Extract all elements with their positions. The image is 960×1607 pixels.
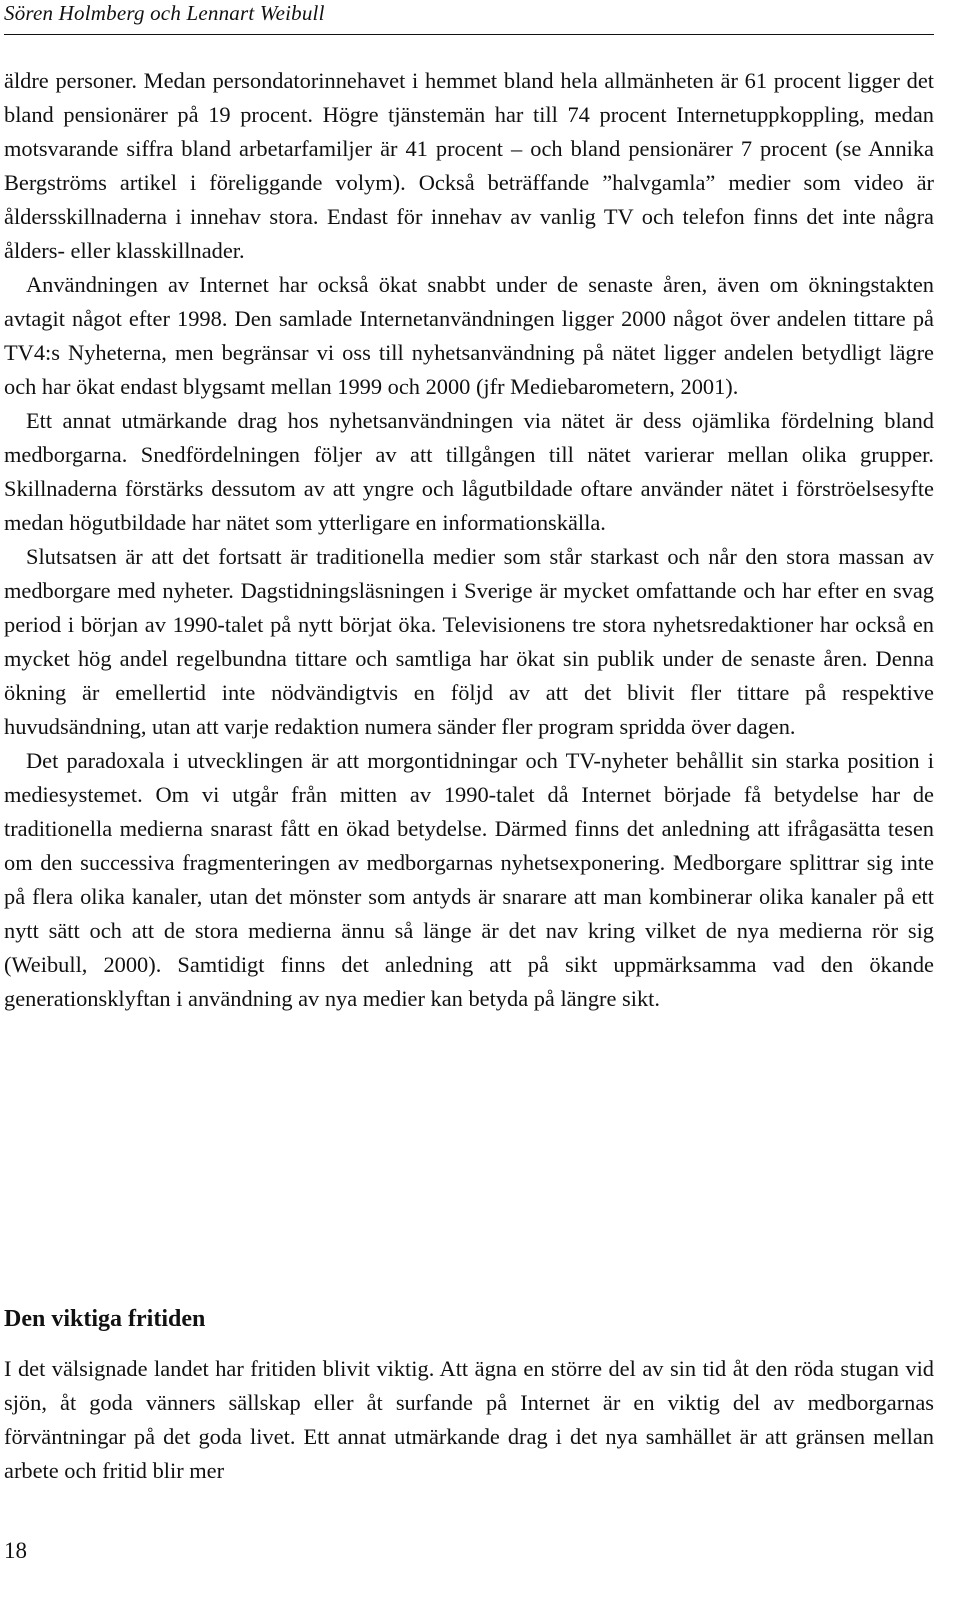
section-heading: Den viktiga fritiden	[4, 1306, 206, 1332]
section-text	[4, 1352, 934, 1488]
body-text	[4, 64, 934, 1016]
paragraph: Användningen av Internet har också ökat snabbt under de senaste åren, även om ökningstakten avtagit något efter 1998. Den samlade Internetanvändningen ligger 2000 något över andelen tittare på TV4:s Nyheterna, men begränsar vi oss till nyhetsanvändning på nätet ligger andelen betydligt lägre och har ökat endast blygsamt mellan 1999 och 2000 (jfr Mediebarometern, 2001).	[4, 272, 934, 399]
paragraph: Slutsatsen är att det fortsatt är traditionella medier som står starkast och når den stora massan av medborgare med nyheter. Dagstidningsläsningen i Sverige är mycket omfattande och har efter en svag period i början av 1990-talet på nytt börjat öka. Televisionens tre stora nyhetsredaktioner har också en mycket hög andel regelbundna tittare och samtliga har ökat sin publik under de senaste åren. Denna ökning är emellertid inte nödvändigtvis en följd av att det blivit fler tittare på respektive huvudsändning, utan att varje redaktion numera sänder fler program spridda över dagen.	[4, 544, 934, 739]
paragraph: I det välsignade landet har fritiden blivit viktig. Att ägna en större del av sin tid åt den röda stugan vid sjön, åt goda vänners sällskap eller åt surfande på Internet är en viktig del av medborgarnas förväntningar på det goda livet. Ett annat utmärkande drag i det nya samhället är att gränsen mellan arbete och fritid blir mer	[4, 1356, 934, 1483]
paragraph: Det paradoxala i utvecklingen är att morgontidningar och TV-nyheter behållit sin starka position i mediesystemet. Om vi utgår från mitten av 1990-talet då Internet började få betydelse har de traditionella medierna snarast fått en ökad betydelse. Därmed finns det anledning att ifrågasätta tesen om den successiva fragmenteringen av medborgarnas nyhetsexponering. Medborgare splittrar sig inte på flera olika kanaler, utan det mönster som antyds är snarare att man kombinerar olika kanaler på ett nytt sätt och att de stora medierna ännu så länge är det nav kring vilket de nya medierna rör sig (Weibull, 2000). Samtidigt finns det anledning att på sikt uppmärksamma vad den ökande generationsklyftan i användning av nya medier kan betyda på längre sikt.	[4, 748, 934, 1011]
paragraph: äldre personer. Medan persondatorinnehavet i hemmet bland hela allmänheten är 61 procent ligger det bland pensionärer på 19 procent. Högre tjänstemän har till 74 procent Internetuppkoppling, medan motsvarande siffra bland arbetarfamiljer är 41 procent – och bland pensionärer 7 procent (se Annika Bergströms artikel i föreliggande volym). Också beträffande ”halvgamla” medier som video är åldersskillnaderna i innehav stora. Endast för innehav av vanlig TV och telefon finns det inte några ålders- eller klasskillnader.	[4, 68, 934, 263]
page-number: 18	[4, 1538, 27, 1563]
header-rule	[4, 34, 934, 35]
paragraph: Ett annat utmärkande drag hos nyhetsanvändningen via nätet är dess ojämlika fördelning bland medborgarna. Snedfördelningen följer av att tillgången till nätet varierar mellan olika grupper. Skillnaderna förstärks dessutom av att yngre och lågutbildade oftare använder nätet i förströelsesyfte medan högutbildade har nätet som ytterligare en informationskälla.	[4, 408, 934, 535]
running-header: Sören Holmberg och Lennart Weibull	[4, 1, 325, 25]
